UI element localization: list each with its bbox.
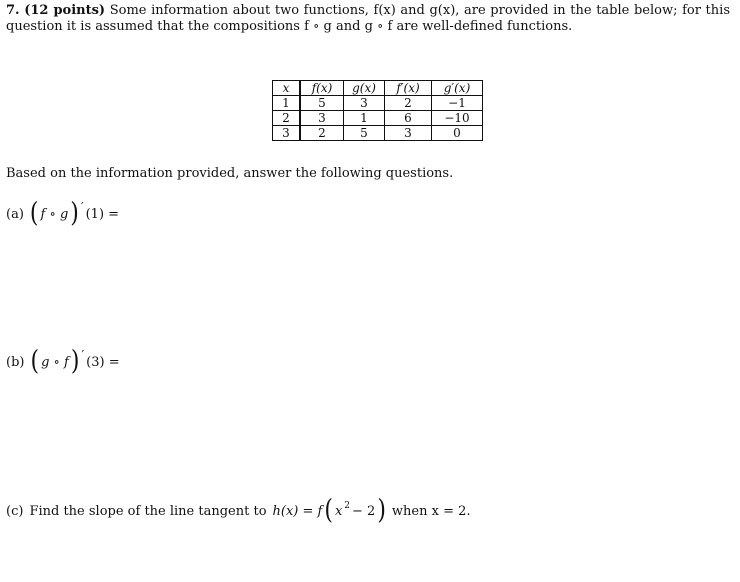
table-header-row: [273, 81, 483, 96]
question-a: [6, 197, 120, 229]
table-cell: 5: [344, 126, 385, 141]
table-cell: −1: [432, 96, 483, 111]
table-cell: 2: [385, 96, 432, 111]
table-cell: 5: [300, 96, 344, 111]
problem-number: 7.: [6, 3, 20, 18]
question-a-label: (a): [6, 206, 24, 222]
table-row: [273, 111, 483, 126]
question-c-text: Find the slope of the line tangent to: [29, 503, 267, 519]
close-paren: ): [70, 345, 80, 377]
table-cell: 3: [273, 126, 301, 141]
question-b: [6, 345, 120, 377]
table-cell: 3: [300, 111, 344, 126]
open-paren: (: [324, 494, 333, 526]
problem-intro: [6, 3, 730, 35]
open-paren: (: [29, 197, 39, 229]
table-row: [273, 126, 483, 141]
table-header-g: g(x): [344, 81, 385, 96]
question-c-exponent: 2: [344, 501, 351, 511]
question-b-label: (b): [6, 354, 25, 370]
question-c: [6, 494, 471, 526]
table-header-f: f(x): [300, 81, 344, 96]
table-cell: 0: [432, 126, 483, 141]
close-paren: ): [70, 197, 79, 229]
table-cell: 6: [385, 111, 432, 126]
problem-points: (12 points): [24, 3, 106, 18]
table-cell: 1: [344, 111, 385, 126]
question-b-argument: (3) =: [86, 354, 120, 370]
question-c-label: (c): [6, 503, 24, 519]
table-header-x: x: [273, 81, 301, 96]
table-cell: 2: [273, 111, 301, 126]
table-row: [273, 96, 483, 111]
table-cell: −10: [432, 111, 483, 126]
instructions-text: Based on the information provided, answer the following questions.: [6, 166, 454, 181]
question-c-condition: when x = 2.: [391, 503, 471, 519]
question-c-inner-rest: − 2: [352, 503, 376, 519]
prime-mark: ′: [81, 348, 85, 362]
function-values-table: [272, 80, 483, 141]
question-a-argument: (1) =: [85, 206, 120, 222]
problem-intro-text: Some information about two functions, f(x) and g(x), are provided in the table below; for this question it is assumed that the compositions f ∘ g and g ∘ f are well-defined functions.: [6, 3, 730, 34]
question-b-composition: g ∘ f: [41, 354, 69, 370]
prime-mark: ′: [80, 200, 84, 214]
table-cell: 1: [273, 96, 301, 111]
close-paren: ): [377, 494, 386, 526]
table-cell: 3: [344, 96, 385, 111]
table-cell: 3: [385, 126, 432, 141]
table-cell: 2: [300, 126, 344, 141]
question-c-inner-base: x: [334, 503, 343, 519]
question-c-h-expression: h(x) = f: [272, 503, 323, 519]
open-paren: (: [30, 345, 40, 377]
question-a-composition: f ∘ g: [40, 206, 69, 222]
table-header-f-prime: f′(x): [385, 81, 432, 96]
table-header-g-prime: g′(x): [432, 81, 483, 96]
